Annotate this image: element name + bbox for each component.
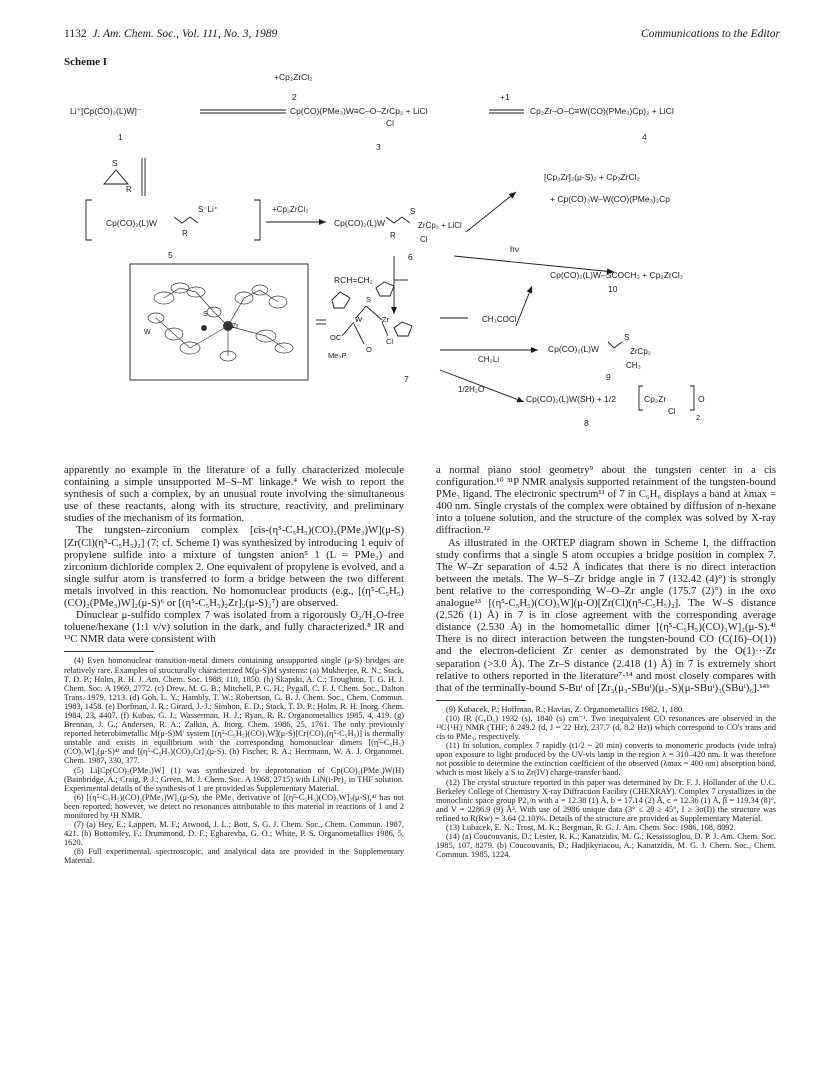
- left-column: [64, 464, 404, 866]
- reaction-scheme: [64, 66, 776, 474]
- arrow-zr: +Cp₂ZrCl₂: [272, 205, 309, 214]
- compound-6-zr: ZrCp₂ + LiCl: [418, 221, 462, 230]
- epoxide-r: R: [126, 185, 132, 194]
- m7-me3p: Me₃P: [328, 351, 347, 360]
- eq-plus1: +1: [500, 92, 510, 102]
- compound-6-s: S: [410, 207, 416, 216]
- body-right-p2: As illustrated in the ORTEP diagram shown in Scheme I, the diffraction study confirms that a single S atom occupies a bridge position in complex 7. The W–Zr separation of 4.52 Å indicates that there is no direct interaction between the metals. The W–S–Zr bridge angle in 7 (132.42 (4)°) is strongly bent relative to the corresponding W–O–Zr angle (175.7 (2)°) in the oxo analogue¹³ [(η⁵-C₅H₅)(CO)₃W](μ-O)[Zr(Cl)(η⁵-C₅H₅)₂]. The W–S distance (2.526 (1) Å) in 7 is in close agreement with the corresponding average distance (2.530 Å) in the homometallic dimer [(η⁵-C₅H₅)(CO)₃W]₂(μ-S).⁴ᶠ There is no direct interaction between the tungsten-bound CO (C(16)–O(1)) and the electron-deficient Zr center as demonstrated by the O(1)···Zr separation (>3.0 Å). The Zr–S distance (2.418 (1) Å) in 7 is extremely short relative to others reported in the literature⁷·¹⁴ and most closely compares with that of the terminally-bound S-Buᵗ of [Zr₃(μ₃-SBuᵗ)(μ₃-S)(μ-SBuᵗ)₃(SBuᵗ)₆].¹⁴ᵇ: [436, 536, 776, 694]
- epoxide-s: S: [112, 158, 118, 168]
- compound-3-cl: Cl: [386, 118, 395, 128]
- compound-6-cl: Cl: [420, 235, 428, 244]
- footnote-10: (10) IR (C₆D₆) 1932 (s), 1840 (s) cm⁻¹. Two inequivalent CO resonances are observed in the ¹³C{¹H} NMR (THF; δ 249.2 (d, J = 22 Hz), 237.7 (d, 8.2 Hz)) which correspond to CO's trans and cis to PMe₃, respectively.: [436, 713, 776, 742]
- footnote-8: (8) Full experimental, spectroscopic, and analytical data are provided in the Supplementary Material.: [64, 847, 404, 866]
- scheme-label: Scheme I: [64, 56, 108, 68]
- ortep-w: W: [144, 329, 151, 336]
- compound-9-label: 9: [606, 372, 611, 382]
- compound-5-s: S⁻Li⁺: [198, 205, 219, 214]
- ortep-zr: Zr: [232, 323, 239, 330]
- page-number: 1132: [64, 28, 87, 40]
- compound-1: Li⁺[Cp(CO)₂(L)W]⁻: [70, 106, 142, 116]
- m7-oc: OC: [330, 333, 342, 342]
- ortep-diagram: [148, 283, 293, 361]
- compound-8-b: Cp₂Zr: [644, 394, 667, 404]
- m7-s: S: [366, 295, 372, 304]
- footnote-9: (9) Kubacek, P.; Hoffman, R.; Havias, Z. Organometallics 1982, 1, 180.: [446, 704, 685, 714]
- ch3cocl: CH₃COCl: [482, 315, 517, 324]
- compound-4-label: 4: [642, 132, 647, 142]
- dimer-line-b: + Cp(CO)₃W–W(CO)(PMe₃)₂Cp: [550, 194, 671, 204]
- compound-3-label: 3: [376, 142, 381, 152]
- m7-cl: Cl: [386, 337, 394, 346]
- footnote-14: (14) (a) Coucouvanis, D.; Lester, R. K.; Kanatzidis, M. G.; Kessissoglou, D. P. J. Am. Chem. Soc. 1985, 107, 8279. (b) Coucouvanis, D.; Hadjikyriacou, A.; Kanatzidis, M. G. J. Chem. Soc., Chem. Commun. 1985, 1224.: [436, 832, 776, 860]
- compound-8-o: O: [698, 394, 705, 404]
- reagent-num: 2: [292, 92, 297, 102]
- body-right-p1: a normal piano stool geometry⁹ about the tungsten center in a cis configuration.¹⁰ ³¹P NMR analysis supported retainment of the tungsten-bound PMe₃ ligand. The electronic spectrum¹¹ of 7 in C₆H₆ displays a band at λmax = 400 nm. Single crystals of the complex were obtained by diffusion of n-hexane into a toluene solution, and the structure of the complex was solved by X-ray diffraction.¹²: [436, 464, 776, 537]
- section-title: Communications to the Editor: [641, 28, 780, 40]
- journal-volume: Vol. 111, No. 3, 1989: [181, 28, 278, 40]
- m7-zr: Zr: [382, 315, 390, 324]
- compound-10: Cp(CO)₂(L)W–SCOCH₃ + Cp₂ZrCl₂: [550, 270, 684, 280]
- compound-6-r: R: [390, 231, 396, 240]
- m7-w: W: [355, 315, 363, 324]
- compound-5-r: R: [182, 229, 188, 238]
- compound-9-s: S: [624, 333, 630, 342]
- compound-8-sub: 2: [696, 413, 701, 422]
- compound-5: Cp(CO)₂(L)W: [106, 218, 157, 228]
- body-left-p1: apparently no example in the literature of a fully characterized molecule containing a simple unsupported M–S–M′ linkage.⁴ We wish to report the synthesis of such a complex, by an unusual route involving the simultaneous use of these reactants, along with its structure, reactivity, and preliminary studies of the mechanism of its formation.: [64, 464, 404, 525]
- compound-1-label: 1: [118, 132, 123, 142]
- footnote-5: (5) Li[Cp(CO)₂(PMe₃)W] (1) was synthesized by deprotonation of Cp(CO)₂(PMe₃)W(H) (Bainbridge, A.; Craig, P. J.; Green, M. J. Chem. Soc. A 1968, 2715) with LiN(i-Pr)₂ in THF solution. Experimental details of the synthesis of 1 are provided as Supplementary Material.: [64, 765, 404, 793]
- compound-4: Cp₂Zr–O–C≡W(CO)(PMe₃)Cp)₂ + LiCl: [530, 106, 674, 116]
- compound-8: Cp(CO)₂(L)W(SH) + 1/2: [526, 394, 616, 404]
- footnotes-right: [436, 705, 776, 860]
- rch-ch2: RCH=CH₂: [334, 275, 373, 285]
- footnote-7: (7) (a) Hey, E.; Lappert, M. F.; Atwood, J. L.; Bott, S. G. J. Chem. Soc., Chem. Commun. 1987, 421. (b) Bottomley, F.; Drummond, D. F.; Egharevba, G. O.; White, P. S. Organometallics 1986, 5, 1620.: [64, 820, 404, 848]
- footnote-11: (11) In solution, complex 7 rapidly (t1/2 ~ 20 min) converts to monomeric products (vide infra) upon exposure to light produced by the UV-vis lamp in the region λ = 310–420 nm. It was therefore not possible to determine the extinction coefficient of the observed (λmax = 400 nm) absorption band, which is most likely a S to Zr(IV) charge-transfer band.: [436, 741, 776, 778]
- body-left-p2: The tungsten–zirconium complex [cis-(η⁵-C₅H₅)(CO)₂(PMe₃)W](μ-S)[Zr(Cl)(η⁵-C₅H₅)₂] (7; cf. Scheme I) was synthesized by introducing 1 equiv of propylene sulfide into a mixture of tungsten anion⁵ 1 (L = PMe₃) and zirconium dichloride complex 2. One equivalent of propylene is evolved, and a single sulfur atom is transferred to form a bridge between the two different metals involved in this reaction. No homonuclear products (e.g., [(η⁵-C₅H₅)(CO)₂(PMe₃)W]₂(μ-S)⁶ or [(η⁵-C₅H₅)₂Zr]₂(μ-S)₂⁷) are observed.: [64, 524, 404, 610]
- m7-o: O: [366, 345, 372, 354]
- right-column: [436, 464, 776, 859]
- compound-5-label: 5: [168, 250, 173, 260]
- compound-8-cl: Cl: [668, 407, 676, 416]
- footnote-13: (13) Lubacek, E. N.; Trost, M. K.; Bergman, R. G. J. Am. Chem. Soc. 1986, 108, 8092.: [446, 823, 736, 832]
- footnote-4: (4) Even homonuclear transition-metal dimers containing unsupported single (μ-S) bridges are relatively rare. Examples of structurally characterized M(μ-S)M systems: (a) Mukherjee, R. N.; Stack, T. D. P.; Holm, R. H. J. Am. Chem. Soc. 1988, 110, 1850. (b) Skapski, A. C.; Troughton, T. G. H. J. Chem. Soc. A 1969, 2772. (c) Drew, M. G. B.; Mitchell, P. C. H.; Pygall, C. F. J. Chem. Soc., Dalton Trans. 1979, 1213. (d) Goh, L. Y.; Hambly, T. W.; Robertson, G. B. J. Chem. Soc., Chem. Commun. 1983, 1458. (e) Dorfman, J. R.; Girard, J.-J.; Simhon, E. D.; Stack, T. D. P.; Holm, R. H. Inorg. Chem. 1984, 23, 4407. (f) Kubas, G. J.; Wasserman, H. J.; Ryan, R. R. Organometallics 1985, 4, 419. (g) Brennan, J. G.; Andersen, R. A.; Zalkin, A. Inorg. Chem. 1986, 25, 1761. The only previously reported heterobimetallic M(μ-S)M′ system [(η⁵-C₅H₅)(CO)₃W](μ-S)[Cr(CO)₃(η⁵-C₅H₅)] is thermally unstable and exists in equilibrium with the corresponding homonuclear dimers [(η⁵-C₅H₅)(CO)₃W]₂(μ-S)⁴ᶠ and [(η⁵-C₅H₅)(CO)₃Cr]₂(μ-S). (h) Fischer, R. A.; Herrmann, W. A. J. Organomet. Chem. 1987, 330, 377.: [64, 656, 404, 766]
- header-left: [64, 28, 277, 40]
- compound-9-ch3: CH₃: [626, 361, 641, 370]
- journal-name: J. Am. Chem. Soc.,: [92, 28, 179, 40]
- compound-9: Cp(CO)₂(L)W: [548, 344, 599, 354]
- footnote-12: (12) The crystal structure reported in this paper was determined by Dr. F. J. Hollander of the U.C. Berkeley College of Chemistry X-ray Diffraction Facility (CHEXRAY). Complex 7 crystallizes in the monoclinic space group P2₁/n with a = 12.38 (1) Å, b = 17.14 (2) Å, c = 12.36 (1) Å, β = 119.34 (8)°, and V = 2286.9 (9) Å³. With use of 2986 unique data (3° ≤ 2θ ≥ 45°, I ≥ 3σ(I)) the structure was refined to R(Rw) = 3.64 (2.10)%. Details of the structure are provided as Supplementary Material.: [436, 777, 776, 823]
- body-left-p3: Dinuclear μ-sulfido complex 7 was isolated from a rigorously O₂/H₂O-free toluene/hexane (1:1 v/v) solution in the dark, and fully characterized.⁸ IR and ¹³C NMR data were consistent with: [64, 609, 404, 646]
- compound-6-label: 6: [408, 252, 413, 262]
- footnote-rule: [436, 700, 526, 701]
- dimer-line-a: [Cp₂Zr]₂(μ-S)₂ + Cp₂ZrCl₂: [544, 172, 640, 182]
- footnote-rule: [64, 651, 154, 652]
- compound-3: Cp(CO)(PMe₃)W≡C–O–ZrCp₂ + LiCl: [290, 106, 428, 116]
- compound-7-label: 7: [404, 374, 409, 384]
- ortep-s: S: [203, 311, 208, 318]
- compound-6: Cp(CO)₂(L)W: [334, 218, 385, 228]
- compound-8-label: 8: [584, 418, 589, 428]
- reagent-top: +Cp₂ZrCl₂: [274, 72, 313, 82]
- ch3li: CH₃Li: [478, 355, 500, 364]
- footnotes-left: [64, 656, 404, 865]
- footnote-6: (6) [(η⁵-C₅H₅)(CO)₂(PMe₃)W]₂(μ-S), the PMe₃ derivative of [(η⁵-C₅H₅)(CO)₃W]₂(μ-S),⁴ᶠ has not been reported; however, we detect no resonances attributable to this material in reactions of 1 and 2 monitored by ¹H NMR.: [64, 792, 404, 820]
- hv: hν: [510, 244, 519, 254]
- page-header: [64, 28, 780, 44]
- h2o: 1/2H₂O: [458, 385, 485, 394]
- compound-10-label: 10: [608, 284, 618, 294]
- compound-9-zr: ZrCp₂: [630, 347, 651, 356]
